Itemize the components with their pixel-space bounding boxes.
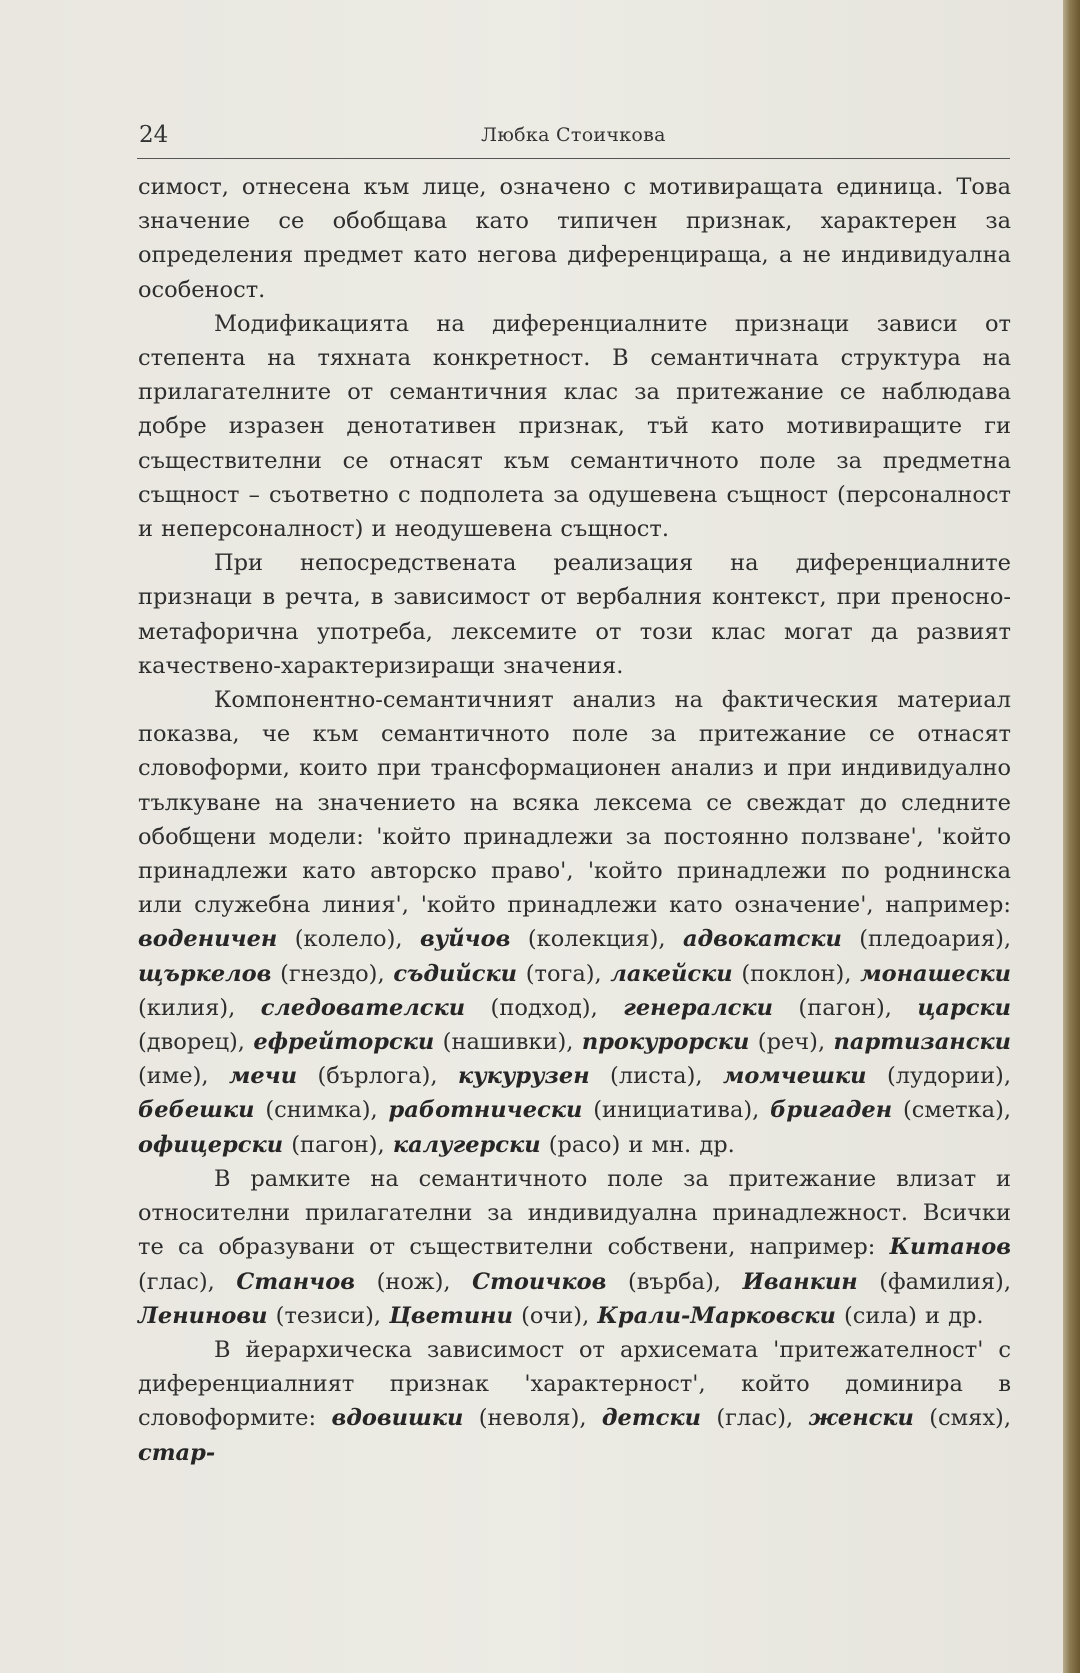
example-word: мечи (228, 1063, 298, 1090)
text-run: (глас), (138, 1268, 237, 1295)
running-head: Любка Стоичкова (481, 124, 666, 146)
example-word: женски (808, 1405, 914, 1432)
page-header (137, 120, 1010, 159)
example-word: кукурузен (457, 1063, 590, 1090)
example-word: Цветини (389, 1302, 513, 1329)
example-word: воденичен (138, 926, 278, 953)
example-word: калугерски (392, 1131, 541, 1158)
text-run: (поклон), (732, 960, 861, 987)
example-word: ефрейторски (253, 1029, 435, 1056)
paragraph (138, 1162, 1011, 1333)
text-run: (подход), (465, 994, 624, 1021)
text-run: (снимка), (254, 1097, 389, 1124)
text-run: (очи), (512, 1302, 598, 1329)
text-run: (върба), (606, 1268, 743, 1295)
text-run: (колело), (277, 926, 420, 953)
example-word: Стоичков (472, 1268, 607, 1295)
text-run: (расо) и мн. др. (540, 1131, 735, 1158)
text-run: (дворец), (138, 1029, 254, 1056)
text-run: (сметка), (892, 1097, 1011, 1124)
text-run: (фамилия), (857, 1268, 1011, 1295)
example-word: детски (601, 1405, 701, 1432)
text-run: (килия), (138, 994, 261, 1021)
book-spine-edge (1063, 0, 1080, 1673)
text-run: (реч), (749, 1029, 834, 1056)
example-word: стар- (138, 1439, 216, 1466)
example-word: Ленинови (138, 1302, 268, 1329)
text-run: (тезиси), (267, 1302, 390, 1329)
example-word: лакейски (610, 960, 733, 987)
example-word: бебешки (138, 1097, 255, 1124)
example-word: вдовишки (331, 1405, 464, 1432)
example-word: прокурорски (581, 1029, 750, 1056)
paragraph (138, 1333, 1011, 1470)
example-word: следователски (260, 994, 466, 1021)
example-word: Крали-Марковски (597, 1302, 836, 1329)
example-word: офицерски (138, 1131, 284, 1158)
example-word: Станчов (236, 1268, 355, 1295)
body-text (138, 170, 1011, 1470)
example-word: генералски (623, 994, 773, 1021)
text-run: (смях), (913, 1405, 1011, 1432)
text-run: (пагон), (772, 994, 918, 1021)
text-run: (име), (138, 1063, 229, 1090)
text-run: (лудории), (866, 1063, 1011, 1090)
text-run: (колекция), (510, 926, 683, 953)
text-run: (инициатива), (582, 1097, 771, 1124)
text-run: (пагон), (283, 1131, 393, 1158)
example-word: царски (917, 994, 1012, 1021)
example-word: бригаден (770, 1097, 893, 1124)
text-run: Компонентно-семантичният анализ на фактическия материал показва, че към семантичното поле за притежание се отнасят словоформи, които при трансформационен анализ и при индивидуално тълкуване на значението на всяка лексема се свеждат до следните обобщени модели: 'който принадлежи за постоянно ползване', 'който принадлежи като авторско право', 'който принадлежи по роднинска или служебна линия', 'който принадлежи като означение', например: (138, 687, 1011, 919)
text-run: (глас), (700, 1405, 809, 1432)
example-word: Китанов (889, 1234, 1011, 1261)
example-word: адвокатски (682, 926, 842, 953)
paragraph (138, 546, 1011, 683)
text-run: В рамките на семантичното поле за притежание влизат и относителни прилагателни за индивидуална принадлежност. Всички те са образувани от съществителни собствени, например: (138, 1165, 1011, 1261)
text-run: (листа), (589, 1063, 723, 1090)
example-word: монашески (860, 960, 1011, 987)
example-word: вуйчов (419, 926, 511, 953)
text-run: (гнездо), (271, 960, 394, 987)
text-run: В йерархическа зависимост от архисемата 'притежателност' с диференциалният признак 'характерност', който доминира в словоформите: (138, 1336, 1011, 1432)
text-run: (нашивки), (434, 1029, 582, 1056)
example-word: Иванкин (742, 1268, 858, 1295)
paragraph (138, 307, 1011, 546)
text-run: (тога), (517, 960, 611, 987)
text-run: (нож), (355, 1268, 473, 1295)
text-run: симост, отнесена към лице, означено с мотивиращата единица. Това значение се обобщава като типичен признак, характерен за определения предмет като негова диференцираща, а не индивидуална особеност. (138, 174, 1011, 303)
text-run: (пледоария), (841, 926, 1011, 953)
example-word: работнически (388, 1097, 583, 1124)
text-run: (неволя), (463, 1405, 602, 1432)
page-number: 24 (139, 122, 169, 148)
paragraph (138, 683, 1011, 1162)
paragraph (138, 170, 1011, 307)
example-word: партизански (833, 1029, 1011, 1056)
example-word: съдийски (393, 960, 518, 987)
text-run: При непосредствената реализация на диференциалните признаци в речта, в зависимост от вербалния контекст, при преносно-метафорична употреба, лексемите от този клас могат да развият качествено-характеризиращи значения. (138, 550, 1011, 679)
text-run: Модификацията на диференциалните признаци зависи от степента на тяхната конкретност. В семантичната структура на прилагателните от семантичния клас за притежание се наблюдава добре изразен денотативен признак, тъй като мотивиращите ги съществителни се отнасят към семантичното поле за предметна същност – съответно с подполета за одушевена същност (персоналност и неперсоналност) и неодушевена същност. (138, 310, 1011, 543)
example-word: момчешки (722, 1063, 867, 1090)
text-run: (бърлога), (297, 1063, 458, 1090)
text-run: (сила) и др. (835, 1302, 984, 1329)
example-word: щъркелов (138, 960, 272, 987)
